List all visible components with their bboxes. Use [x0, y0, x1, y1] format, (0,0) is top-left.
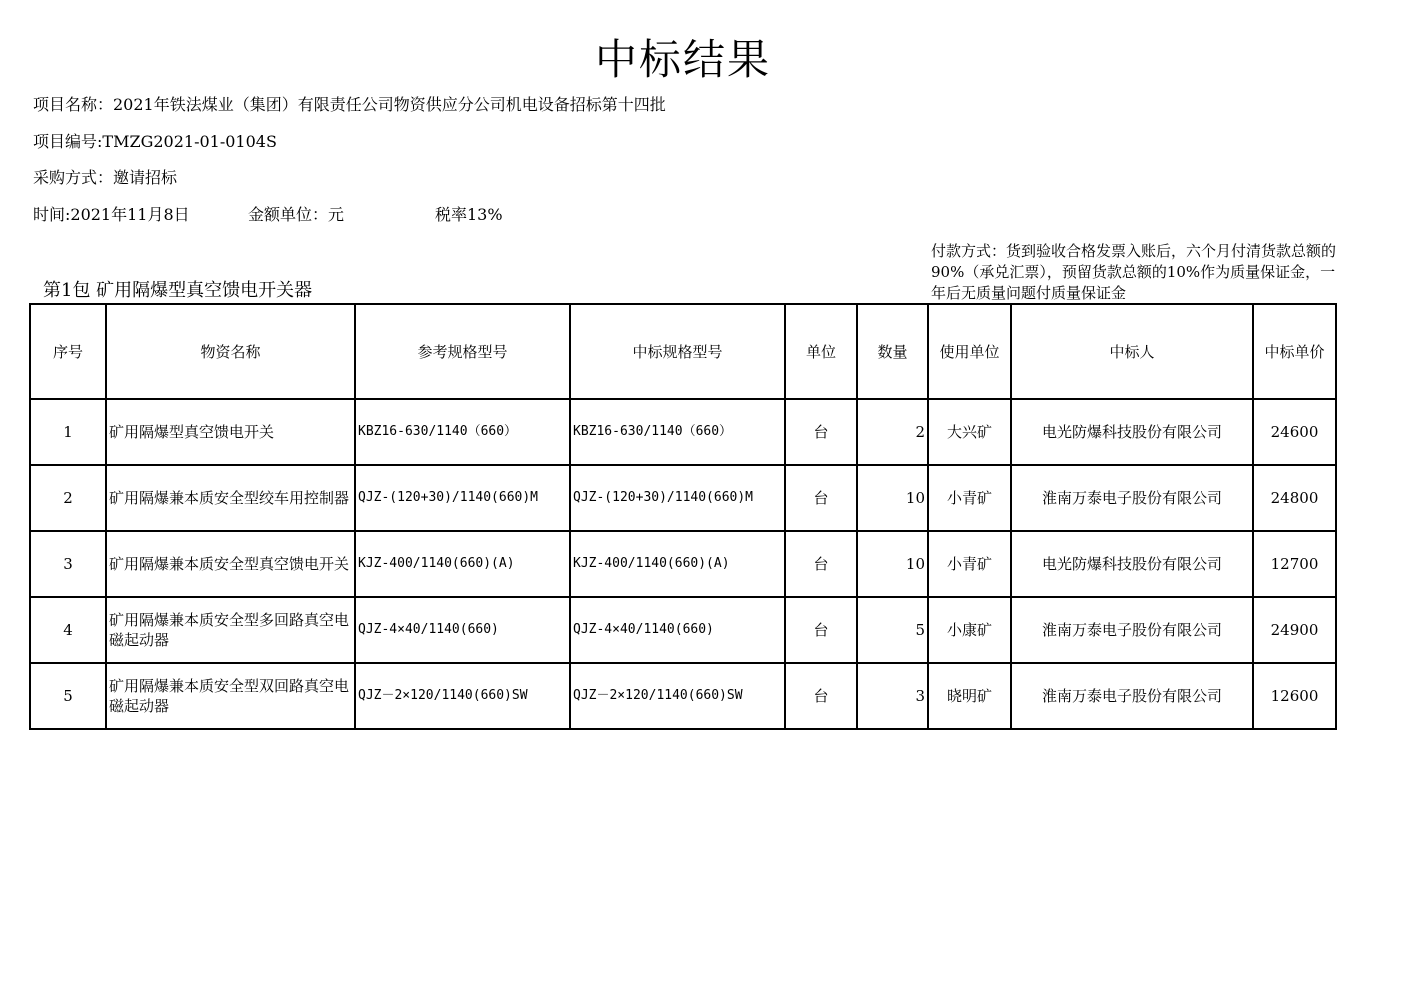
cell-ref-spec: KBZ16-630/1140（660） — [355, 399, 570, 465]
cell-qty: 3 — [857, 663, 928, 729]
header-qty: 数量 — [857, 304, 928, 399]
cell-ref-spec: QJZ-(120+30)/1140(660)M — [355, 465, 570, 531]
cell-user: 小青矿 — [928, 465, 1011, 531]
cell-winner: 淮南万泰电子股份有限公司 — [1011, 465, 1253, 531]
cell-no: 5 — [30, 663, 106, 729]
cell-name: 矿用隔爆兼本质安全型绞车用控制器 — [106, 465, 355, 531]
cell-winner: 电光防爆科技股份有限公司 — [1011, 531, 1253, 597]
table-row — [30, 663, 1336, 729]
cell-win-spec: QJZ-(120+30)/1140(660)M — [570, 465, 785, 531]
table-row — [30, 399, 1336, 465]
cell-user: 晓明矿 — [928, 663, 1011, 729]
currency-unit: 金额单位：元 — [248, 205, 345, 224]
cell-qty: 5 — [857, 597, 928, 663]
header-price: 中标单价 — [1253, 304, 1336, 399]
procurement-method: 采购方式：邀请招标 — [33, 168, 178, 187]
cell-unit: 台 — [785, 465, 857, 531]
header-ref-spec: 参考规格型号 — [355, 304, 570, 399]
cell-price: 12700 — [1253, 531, 1336, 597]
cell-unit: 台 — [785, 663, 857, 729]
project-code: 项目编号:TMZG2021-01-0104S — [33, 132, 277, 151]
cell-winner: 电光防爆科技股份有限公司 — [1011, 399, 1253, 465]
cell-no: 4 — [30, 597, 106, 663]
table-row — [30, 531, 1336, 597]
header-unit: 单位 — [785, 304, 857, 399]
cell-name: 矿用隔爆兼本质安全型多回路真空电磁起动器 — [106, 597, 355, 663]
cell-win-spec: KJZ-400/1140(660)(A) — [570, 531, 785, 597]
header-user: 使用单位 — [928, 304, 1011, 399]
page-title: 中标结果 — [594, 35, 771, 84]
cell-price: 24600 — [1253, 399, 1336, 465]
header-no: 序号 — [30, 304, 106, 399]
tax-rate: 税率13% — [435, 205, 503, 224]
package-title: 第1包 矿用隔爆型真空馈电开关器 — [43, 280, 313, 301]
cell-unit: 台 — [785, 531, 857, 597]
cell-winner: 淮南万泰电子股份有限公司 — [1011, 597, 1253, 663]
cell-user: 小康矿 — [928, 597, 1011, 663]
cell-price: 12600 — [1253, 663, 1336, 729]
cell-winner: 淮南万泰电子股份有限公司 — [1011, 663, 1253, 729]
cell-no: 3 — [30, 531, 106, 597]
time: 时间:2021年11月8日 — [33, 205, 190, 224]
table-row — [30, 465, 1336, 531]
cell-name: 矿用隔爆兼本质安全型双回路真空电磁起动器 — [106, 663, 355, 729]
table-row — [30, 597, 1336, 663]
cell-qty: 10 — [857, 531, 928, 597]
project-name: 项目名称：2021年铁法煤业（集团）有限责任公司物资供应分公司机电设备招标第十四批 — [33, 95, 666, 114]
cell-win-spec: QJZ-4×40/1140(660) — [570, 597, 785, 663]
cell-qty: 10 — [857, 465, 928, 531]
cell-ref-spec: QJZ－2×120/1140(660)SW — [355, 663, 570, 729]
time-unit-tax-line — [33, 204, 503, 226]
header-winner: 中标人 — [1011, 304, 1253, 399]
cell-ref-spec: KJZ-400/1140(660)(A) — [355, 531, 570, 597]
cell-win-spec: QJZ－2×120/1140(660)SW — [570, 663, 785, 729]
table-header-row — [30, 304, 1336, 399]
header-name: 物资名称 — [106, 304, 355, 399]
cell-no: 2 — [30, 465, 106, 531]
cell-qty: 2 — [857, 399, 928, 465]
cell-price: 24900 — [1253, 597, 1336, 663]
cell-unit: 台 — [785, 597, 857, 663]
payment-terms: 付款方式：货到验收合格发票入账后，六个月付清货款总额的90%（承兑汇票），预留货款总额的10%作为质量保证金，一年后无质量问题付质量保证金 — [931, 242, 1337, 302]
cell-ref-spec: QJZ-4×40/1140(660) — [355, 597, 570, 663]
cell-no: 1 — [30, 399, 106, 465]
cell-user: 大兴矿 — [928, 399, 1011, 465]
cell-name: 矿用隔爆兼本质安全型真空馈电开关 — [106, 531, 355, 597]
cell-price: 24800 — [1253, 465, 1336, 531]
cell-win-spec: KBZ16-630/1140（660） — [570, 399, 785, 465]
bid-result-table — [29, 303, 1337, 730]
cell-user: 小青矿 — [928, 531, 1011, 597]
cell-unit: 台 — [785, 399, 857, 465]
header-win-spec: 中标规格型号 — [570, 304, 785, 399]
cell-name: 矿用隔爆型真空馈电开关 — [106, 399, 355, 465]
